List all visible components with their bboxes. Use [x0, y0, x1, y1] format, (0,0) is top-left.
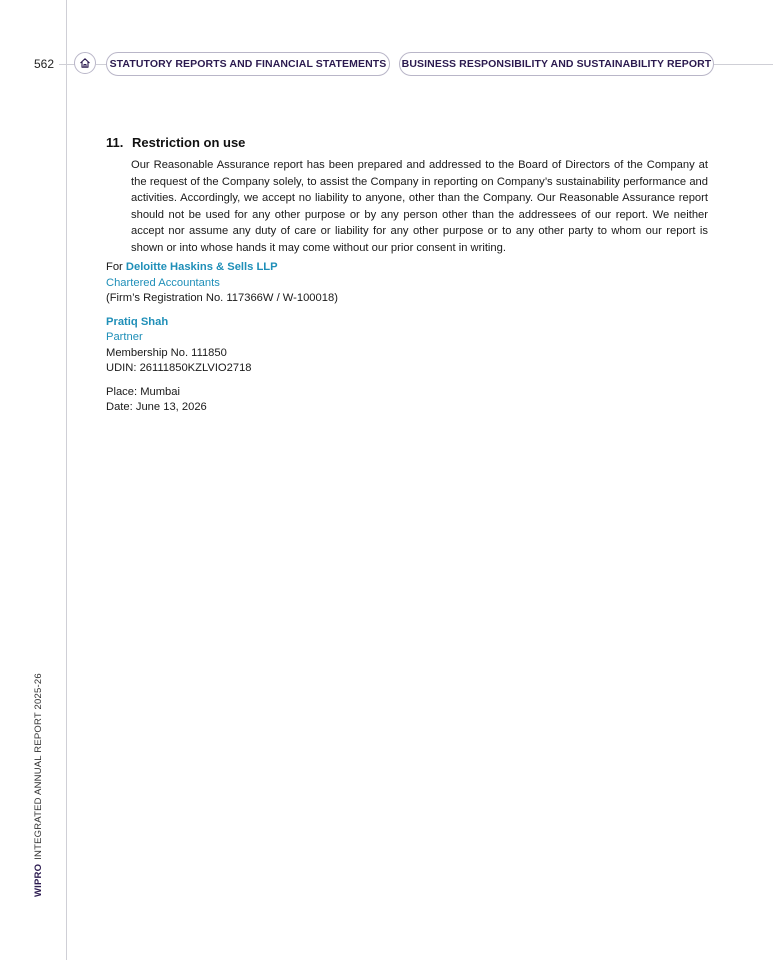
firm-name: Deloitte Haskins & Sells LLP	[125, 261, 278, 273]
header-rule-left	[59, 64, 75, 65]
udin: UDIN: 26111850KZLVIO2718	[106, 362, 252, 374]
section-number: 11.	[106, 135, 124, 150]
home-button[interactable]	[74, 52, 96, 74]
sidebar-report-label	[33, 673, 44, 897]
left-margin-rule	[66, 0, 67, 960]
for-prefix: For	[106, 261, 123, 273]
tab-statutory-reports[interactable]: STATUTORY REPORTS AND FINANCIAL STATEMENTS	[106, 52, 390, 76]
firm-registration: (Firm’s Registration No. 117366W / W-100018)	[106, 292, 338, 304]
report-title: INTEGRATED ANNUAL REPORT 2025-26	[33, 673, 44, 860]
section-heading	[106, 135, 245, 150]
home-icon	[79, 57, 91, 69]
tab-brsr[interactable]: BUSINESS RESPONSIBILITY AND SUSTAINABILITY REPORT	[399, 52, 714, 76]
partner-name: Pratiq Shah	[106, 316, 169, 328]
firm-type: Chartered Accountants	[106, 277, 220, 289]
section-title: Restriction on use	[132, 135, 246, 150]
brand-logo: WIPRO	[33, 863, 44, 897]
partner-title: Partner	[106, 331, 143, 343]
section-body: Our Reasonable Assurance report has been prepared and addressed to the Board of Directors of the Company at the request of the Company solely, to assist the Company in reporting on Company’s sustainability performance and activities. Accordingly, we accept no liability to anyone, other than the Company. Our Reasonable Assurance report should not be used for any other purpose or by any person other than the addressees of our report. We neither accept nor assume any duty of care or liability for any other purpose or to any other party to whom our report is shown or into whose hands it may come without our prior consent in writing.	[131, 159, 708, 254]
date: Date: June 13, 2026	[106, 401, 207, 413]
membership-number: Membership No. 111850	[106, 347, 227, 359]
header-rule-right	[714, 64, 773, 65]
page-number: 562	[34, 57, 55, 71]
signature-firm-line	[106, 260, 278, 276]
place: Place: Mumbai	[106, 386, 180, 398]
